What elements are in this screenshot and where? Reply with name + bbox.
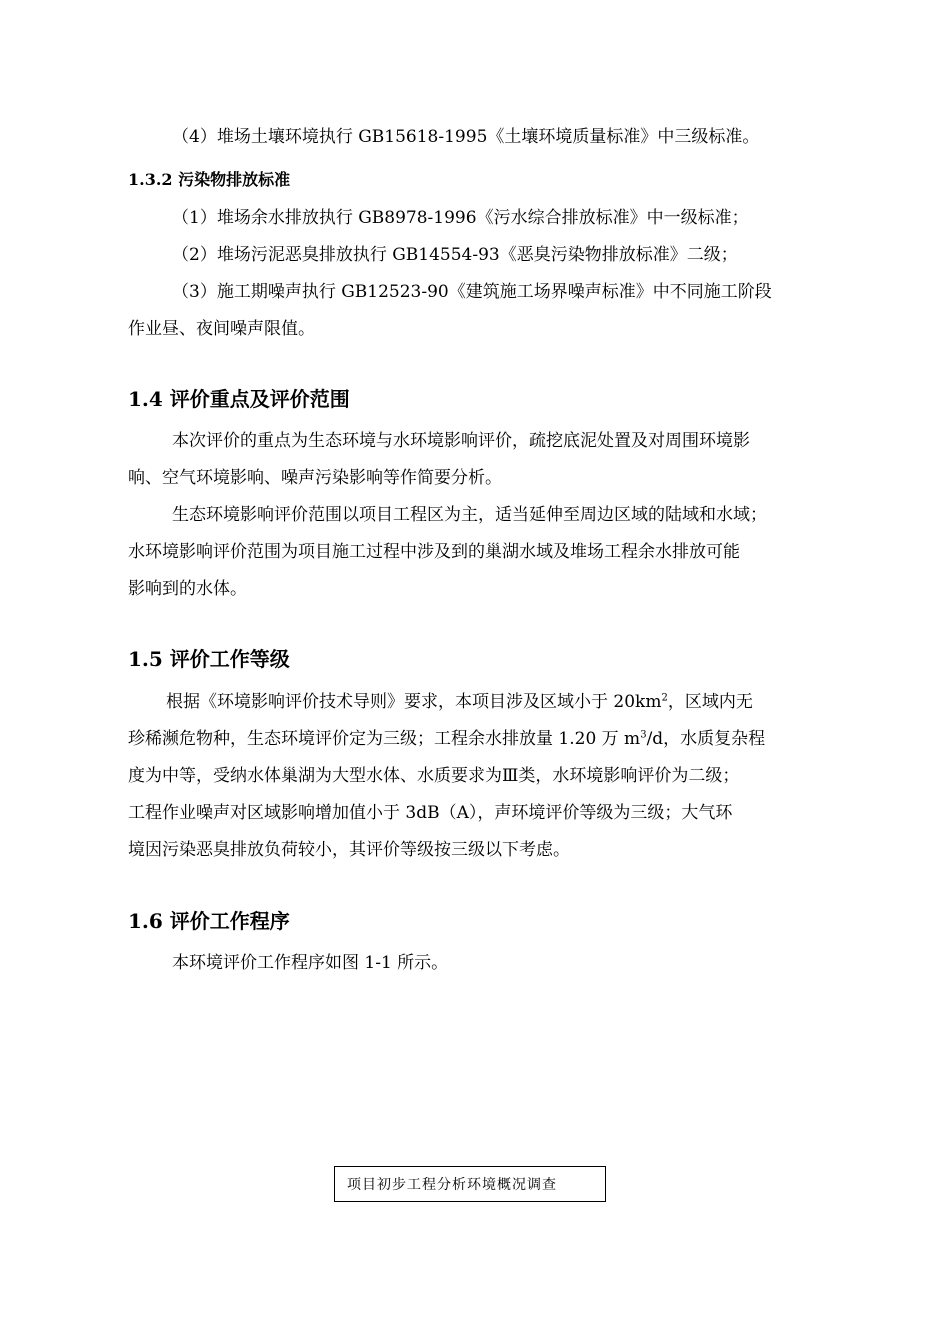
flowchart-box-1 bbox=[334, 1166, 606, 1202]
emission-item-3-line-1: （3）施工期噪声执行 GB12523-90《建筑施工场界噪声标准》中不同施工阶段 bbox=[172, 282, 772, 302]
scope-paragraph-line-3: 影响到的水体。 bbox=[128, 579, 247, 599]
grade-paragraph-line-5: 境因污染恶臭排放负荷较小，其评价等级按三级以下考虑。 bbox=[128, 840, 570, 860]
scope-paragraph-line-2: 水环境影响评价范围为项目施工过程中涉及到的巢湖水域及堆场工程余水排放可能 bbox=[128, 542, 740, 562]
scope-paragraph-line-1: 生态环境影响评价范围以项目工程区为主，适当延伸至周边区域的陆域和水域； bbox=[172, 505, 767, 525]
grade-line-1-text-b: ，区域内无 bbox=[667, 692, 753, 712]
section-title-1-4: 1.4 评价重点及评价范围 bbox=[128, 387, 350, 411]
flowchart-box-1-label: 项目初步工程分析环境概况调查 bbox=[347, 1177, 557, 1193]
section-title-1-6: 1.6 评价工作程序 bbox=[128, 909, 290, 933]
focus-paragraph-line-1: 本次评价的重点为生态环境与水环境影响评价，疏挖底泥处置及对周围环境影 bbox=[172, 431, 750, 451]
focus-paragraph-line-2: 响、空气环境影响、噪声污染影响等作简要分析。 bbox=[128, 468, 502, 488]
grade-paragraph-line-1 bbox=[166, 684, 866, 721]
grade-paragraph-line-2 bbox=[128, 721, 828, 758]
grade-line-2-text-a: 珍稀濒危物种，生态环境评价定为三级；工程余水排放量 1.20 万 m bbox=[128, 729, 641, 749]
emission-item-1: （1）堆场余水排放执行 GB8978-1996《污水综合排放标准》中一级标准； bbox=[172, 208, 749, 228]
standard-item-4: （4）堆场土壤环境执行 GB15618-1995《土壤环境质量标准》中三级标准。 bbox=[172, 127, 760, 147]
emission-item-2: （2）堆场污泥恶臭排放执行 GB14554-93《恶臭污染物排放标准》二级； bbox=[172, 245, 738, 265]
emission-item-3-line-2: 作业昼、夜间噪声限值。 bbox=[128, 319, 315, 339]
procedure-paragraph: 本环境评价工作程序如图 1-1 所示。 bbox=[172, 953, 449, 973]
superscript-2: 2 bbox=[661, 692, 668, 704]
grade-line-2-text-b: /d，水质复杂程 bbox=[646, 729, 766, 749]
grade-line-1-text-a: 根据《环境影响评价技术导则》要求，本项目涉及区域小于 20km bbox=[166, 692, 662, 712]
grade-paragraph-line-3: 度为中等，受纳水体巢湖为大型水体、水质要求为Ⅲ类，水环境影响评价为二级； bbox=[128, 766, 740, 786]
section-title-1-5: 1.5 评价工作等级 bbox=[128, 647, 290, 671]
grade-paragraph-line-4: 工程作业噪声对区域影响增加值小于 3dB（A），声环境评价等级为三级；大气环 bbox=[128, 803, 733, 823]
superscript-3: 3 bbox=[640, 729, 647, 741]
subsection-title-1-3-2: 1.3.2 污染物排放标准 bbox=[128, 170, 291, 189]
